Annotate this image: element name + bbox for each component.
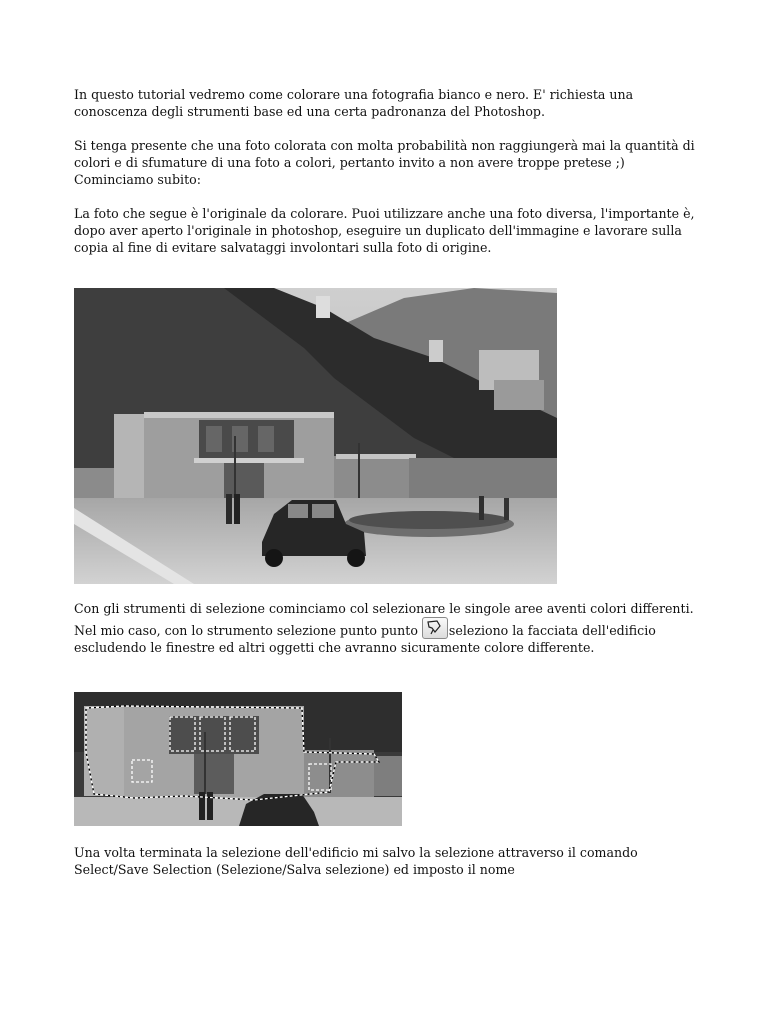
save-selection-paragraph: Una volta terminata la selezione dell'edificio mi salvo la selezione attraverso il comando Select/Save Selection (Selezione/Salva selezione) ed imposto il nome <box>74 845 638 877</box>
expectations-paragraph: Si tenga presente che una foto colorata con molta probabilità non raggiungerà mai la quantità di colori e di sfumature di una foto a colori, pertanto invito a non avere troppe pretese ;) Cominciamo subito: <box>74 138 695 187</box>
selection-line-1: Con gli strumenti di selezione cominciamo col selezionare le singole aree aventi colori differenti. <box>74 601 694 616</box>
polygonal-lasso-tool-icon <box>422 617 448 639</box>
selection-line-2-start: Nel mio caso, con lo strumento selezione punto punto <box>74 623 418 638</box>
original-bw-photo <box>74 288 557 584</box>
intro-paragraph: In questo tutorial vedremo come colorare una fotografia bianco e nero. E' richiesta una conoscenza degli strumenti base ed una certa padronanza del Photoshop. <box>74 87 634 119</box>
selection-line-2-end: seleziono la facciata dell'edificio escludendo le finestre ed altri oggetti che avranno sicuramente colore differente. <box>74 623 656 655</box>
original-photo-paragraph: La foto che segue è l'originale da colorare. Puoi utilizzare anche una foto diversa, l'importante è, dopo aver aperto l'originale in photoshop, eseguire un duplicato dell'immagine e lavorare sulla copia al fine di evitare salvataggi involontari sulla foto di origine. <box>74 206 695 255</box>
selection-paragraph <box>74 600 704 656</box>
selection-example-photo <box>74 692 402 826</box>
